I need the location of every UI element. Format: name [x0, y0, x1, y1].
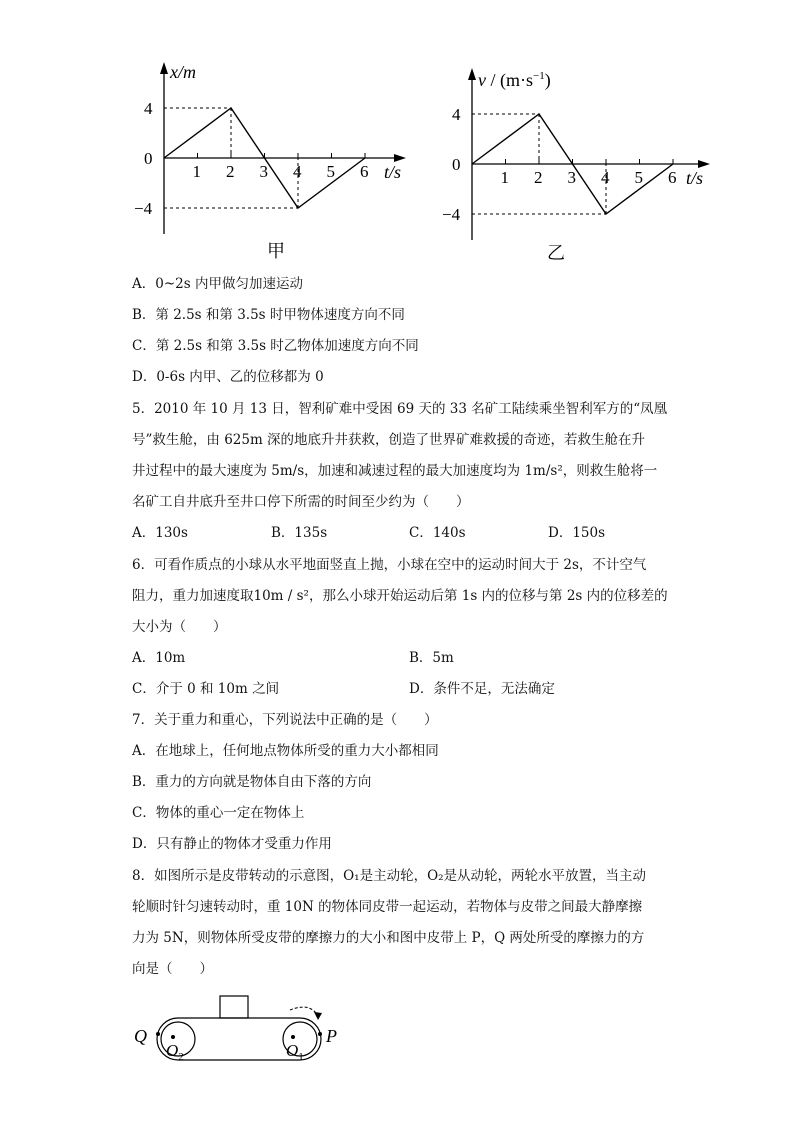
graph-yi: [438, 64, 738, 274]
y-tick-label: −4: [134, 199, 153, 218]
q5-option-c: C．140s: [409, 525, 466, 541]
x-tick-label: 4: [601, 168, 610, 187]
rotation-arrowhead-icon: [314, 1012, 322, 1020]
axle-o2-dot: [171, 1035, 175, 1039]
q8-stem-line-1: 8．如图所示是皮带转动的示意图，O₁是主动轮，O₂是从动轮，两轮水平放置，当主动: [132, 868, 647, 884]
y-arrow-icon: [160, 62, 168, 74]
q6-stem-line-2: 阻力，重力加速度取10m / s²，那么小球开始运动后第 1s 内的位移与第 2s 内的位移差的: [132, 588, 668, 604]
q7-option-b: B．重力的方向就是物体自由下落的方向: [132, 774, 372, 790]
label-o1: $O_1$: [286, 1041, 304, 1063]
q5-option-b: B．135s: [271, 525, 328, 541]
caption-jia: 甲: [267, 241, 285, 261]
x-tick-label: 2: [226, 162, 235, 181]
x-axis-label: t/s: [384, 162, 402, 182]
q6-option-a: A．10m: [132, 650, 186, 666]
y-arrow-icon: [468, 68, 476, 80]
label-p: P: [326, 1026, 337, 1046]
q4-option-d: D．0-6s 内甲、乙的位移都为 0: [132, 369, 324, 385]
q5-stem-line-4: 名矿工自井底升至井口停下所需的时间至少约为（ ）: [132, 494, 470, 510]
x-tick-label: 6: [360, 162, 369, 181]
q4-option-b: B．第 2.5s 和第 3.5s 时甲物体速度方向不同: [132, 307, 405, 323]
q6-stem-line-1: 6．可看作质点的小球从水平地面竖直上抛，小球在空中的运动时间大于 2s，不计空气: [132, 557, 647, 573]
q7-option-c: C．物体的重心一定在物体上: [132, 805, 305, 821]
q6-stem-line-3: 大小为（ ）: [132, 619, 227, 635]
y-tick-label: 0: [452, 155, 461, 174]
q5-option-a: A．130s: [132, 525, 188, 541]
q5-option-d: D．150s: [548, 525, 606, 541]
q8-stem-line-3: 力为 5N，则物体所受皮带的摩擦力的大小和图中皮带上 P，Q 两处所受的摩擦力的方: [132, 930, 645, 946]
q5-stem-line-1: 5．2010 年 10 月 13 日，智利矿难中受困 69 天的 33 名矿工陆续乘坐智利军方的“凤凰: [132, 401, 668, 417]
y-tick-label: 4: [144, 99, 153, 118]
x-tick-label: 3: [567, 168, 576, 187]
q4-option-a: A．0~2s 内甲做匀加速运动: [132, 276, 303, 292]
q6-option-d: D．条件不足，无法确定: [409, 681, 555, 697]
label-q: Q: [134, 1026, 147, 1046]
x-tick-label: 5: [634, 168, 643, 187]
x-arrow-icon: [394, 154, 406, 162]
q6-option-b: B．5m: [409, 650, 454, 666]
q5-stem-line-2: 号”救生舱，由 625m 深的地底升井获救，创造了世界矿难救援的奇迹，若救生舱在升: [132, 432, 646, 448]
x-arrow-icon: [698, 160, 710, 168]
x-axis-label: t/s: [686, 168, 704, 188]
rotation-arrow-icon: [290, 1007, 318, 1016]
x-tick-label: 4: [293, 162, 302, 181]
q8-stem-line-4: 向是（ ）: [132, 961, 213, 977]
q8-stem-line-2: 轮顺时针匀速转动时，重 10N 的物体同皮带一起运动，若物体与皮带之间最大静摩擦: [132, 899, 643, 915]
x-tick-label: 6: [668, 168, 677, 187]
block: [220, 996, 248, 1018]
caption-yi: 乙: [547, 243, 565, 263]
x-tick-label: 1: [500, 168, 509, 187]
x-tick-label: 1: [192, 162, 201, 181]
point-q-dot: [156, 1032, 160, 1036]
label-o2: $O_2$: [166, 1041, 184, 1063]
y-axis-label: x/m: [170, 62, 196, 82]
x-tick-label: 2: [534, 168, 543, 187]
q7-stem: 7．关于重力和重心，下列说法中正确的是（ ）: [132, 712, 438, 728]
y-tick-label: 0: [144, 149, 153, 168]
x-tick-label: 3: [259, 162, 268, 181]
x-tick-label: 5: [326, 162, 335, 181]
graph-jia: [130, 58, 430, 268]
axle-o1-dot: [291, 1035, 295, 1039]
q6-option-c: C．介于 0 和 10m 之间: [132, 681, 280, 697]
y-tick-label: −4: [442, 205, 461, 224]
y-axis-label: $v / (m\cdot s^{-1})$: [478, 70, 551, 90]
y-tick-label: 4: [452, 105, 461, 124]
q7-option-a: A．在地球上，任何地点物体所受的重力大小都相同: [132, 743, 439, 759]
belt-diagram: [130, 990, 350, 1070]
point-p-dot: [318, 1032, 322, 1036]
q4-option-c: C．第 2.5s 和第 3.5s 时乙物体加速度方向不同: [132, 338, 419, 354]
q7-option-d: D．只有静止的物体才受重力作用: [132, 836, 332, 852]
q5-stem-line-3: 井过程中的最大速度为 5m/s，加速和减速过程的最大加速度均为 1m/s²，则救生舱将一: [132, 463, 658, 479]
